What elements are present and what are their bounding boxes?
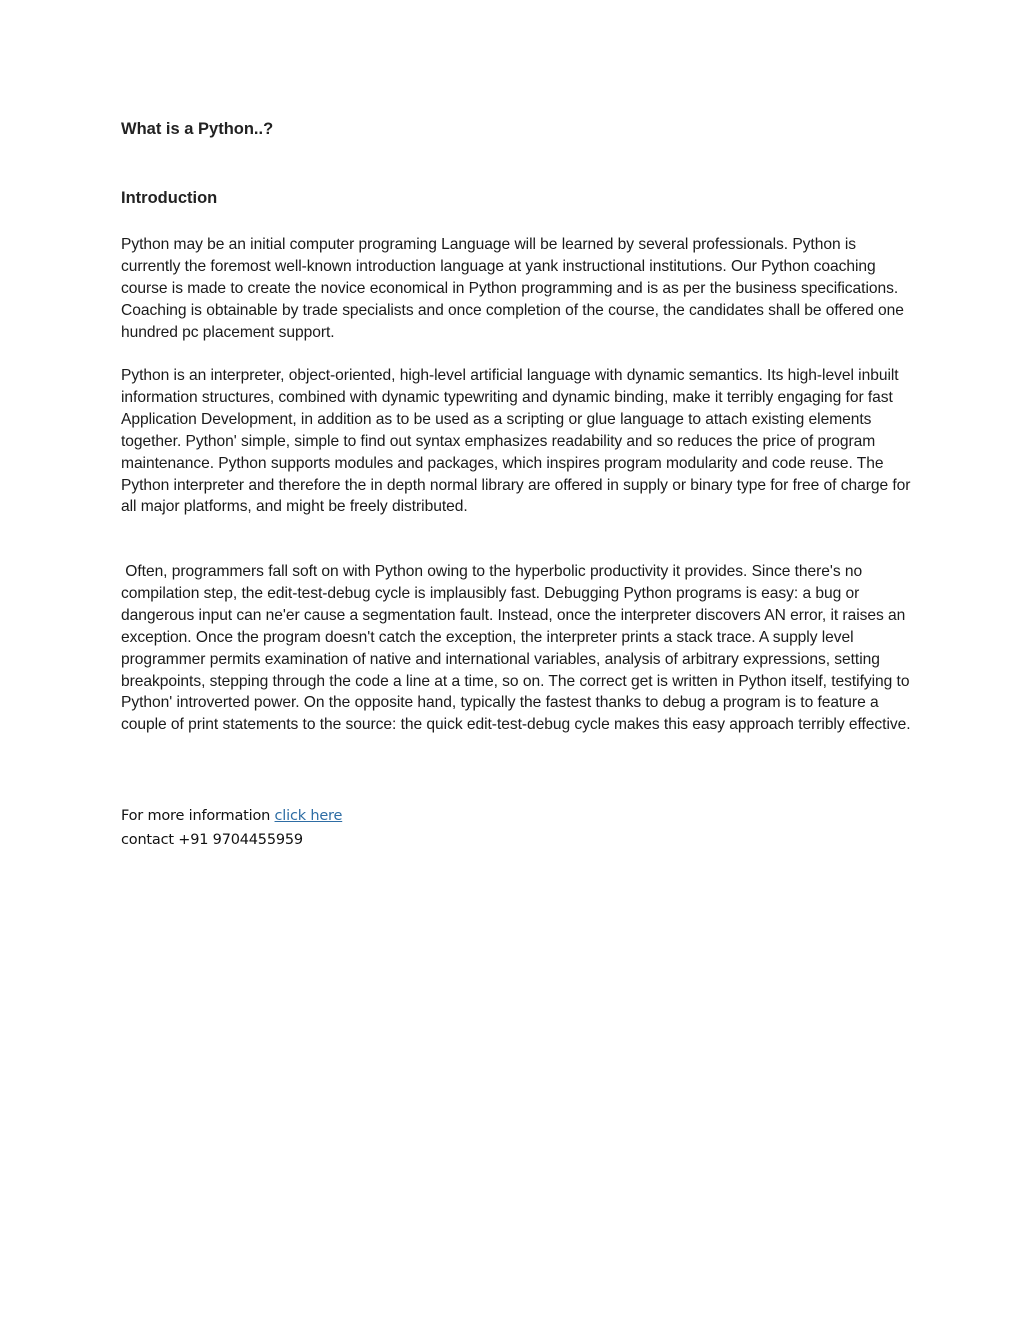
section-heading-introduction: Introduction	[121, 189, 218, 207]
more-info-line	[121, 804, 342, 828]
paragraph-intro: Python may be an initial computer programing Language will be learned by several professionals. Python is currently the foremost well-known introduction language at yank instructional institutions. Our Python coaching course is made to create the novice economical in Python programming and is as per the business specifications. Coaching is obtainable by trade specialists and once completion of the course, the candidates shall be offered one hundred pc placement support.	[121, 236, 904, 341]
more-info-label: For more information	[121, 808, 275, 824]
click-here-link[interactable]: click here	[274, 808, 343, 824]
paragraph-interpreter: Python is an interpreter, object-oriented, high-level artificial language with dynamic semantics. Its high-level inbuilt information structures, combined with dynamic typewriting and dynamic binding, make it terribly engaging for fast Application Development, in addition as to be used as a scripting or glue language to attach existing elements together. Python' simple, simple to find out syntax emphasizes readability and so reduces the price of program maintenance. Python supports modules and packages, which inspires program modularity and code reuse. The Python interpreter and therefore the in depth normal library are offered in supply or binary type for free of charge for all major platforms, and might be freely distributed.	[121, 367, 911, 516]
paragraph-productivity: Often, programmers fall soft on with Python owing to the hyperbolic productivity it provides. Since there's no compilation step, the edit-test-debug cycle is implausibly fast. Debugging Python programs is easy: a bug or dangerous input can ne'er cause a segmentation fault. Instead, once the interpreter discovers AN error, it raises an exception. Once the program doesn't catch the exception, the interpreter prints a stack trace. A supply level programmer permits examination of native and international variables, analysis of arbitrary expressions, setting breakpoints, stepping through the code a line at a time, so on. The correct get is written in Python itself, testifying to Python' introverted power. On the opposite hand, typically the fastest thanks to debug a program is to feature a couple of print statements to the source: the quick edit-test-debug cycle makes this easy approach terribly effective.	[121, 563, 914, 734]
contact-line: contact +91 9704455959	[121, 832, 303, 848]
document-title: What is a Python..?	[121, 120, 274, 138]
document-footer	[121, 804, 342, 852]
